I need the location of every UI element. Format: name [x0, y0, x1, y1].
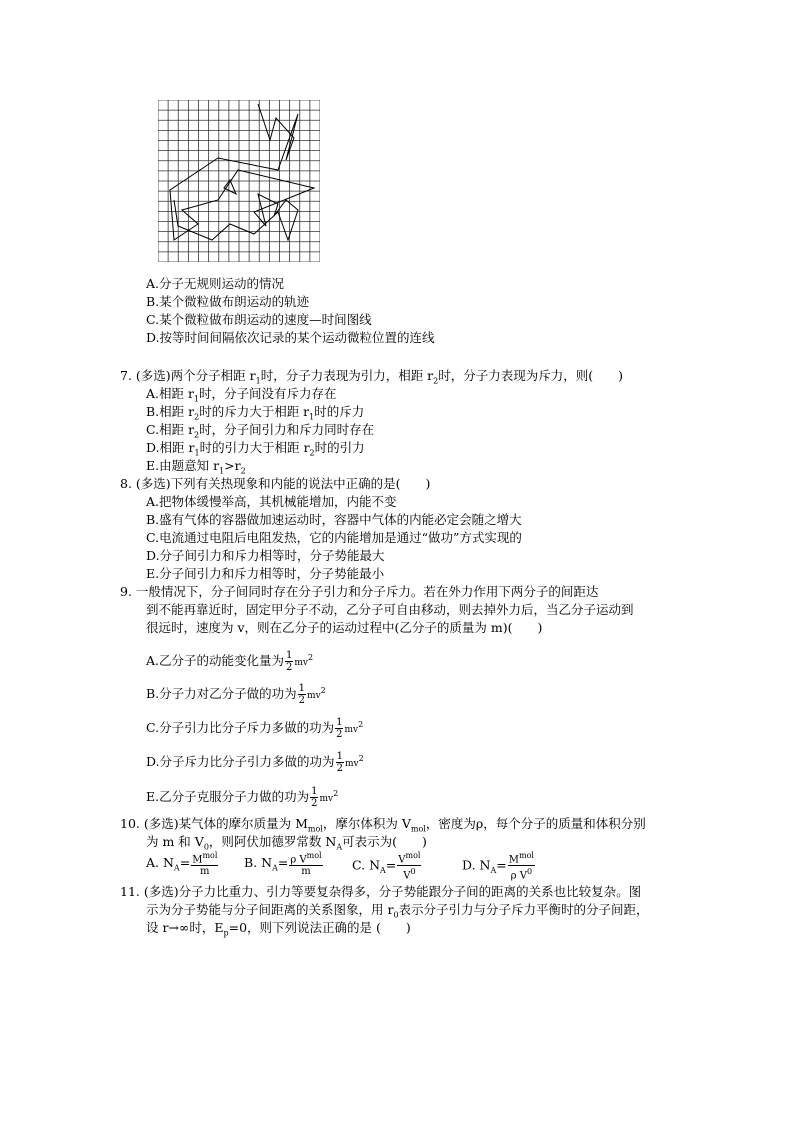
q9-stem-line1: 9. 一般情况下，分子间同时存在分子引力和分子斥力。若在外力作用下两分子的间距达	[120, 584, 599, 599]
q9-stem-line2: 到不能再靠近时，固定甲分子不动，乙分子可自由移动，则去掉外力后，当乙分子运动到	[146, 602, 634, 617]
q9-option-d: D.分子斥力比分子引力多做的功为 $\frac{1}{2}$ $mv^2$	[146, 751, 364, 775]
q10-option-a: A. $N_A=$ $\frac{M^{mol}}{m}$	[146, 851, 218, 878]
q9-option-a: A.乙分子的动能变化量为 $\frac{1}{2}$ $mv^2$	[146, 650, 314, 674]
q8-option-d: D.分子间引力和斥力相等时，分子势能最大	[146, 548, 385, 563]
q10-stem-line1: 10. (多选)某气体的摩尔质量为 $M_{mol}$，摩尔体积为 $V_{mol}$，密度为ρ，每个分子的质量和体积分别	[120, 816, 646, 834]
q7-option-e: E.由题意知 $r_1>r_2$	[146, 458, 246, 476]
q9-option-b: B.分子力对乙分子做的功为 $\frac{1}{2}$ $mv^2$	[146, 683, 326, 707]
q10-option-b: B. $N_A=$ $\frac{\rho V^{mol}}{m}$	[244, 851, 322, 878]
q8-option-c: C.电流通过电阻后电阻发热，它的内能增加是通过“做功”方式实现的	[146, 530, 522, 545]
q9-stem-line3: 很远时，速度为 v，则在乙分子的运动过程中(乙分子的质量为 m)( )	[146, 620, 543, 635]
q6-option-d: D.按等时间间隔依次记录的某个运动微粒位置的连线	[146, 330, 435, 345]
q8-option-b: B.盛有气体的容器做加速运动时，容器中气体的内能必定会随之增大	[146, 512, 522, 527]
q7-option-d: D.相距 $r_1$时的引力大于相距 $r_2$时的引力	[146, 440, 365, 458]
particle-trajectory-path	[170, 104, 314, 240]
q6-option-a: A.分子无规则运动的情况	[146, 276, 285, 291]
q10-option-c: C. $N_A=$ $\frac{V^{mol}}{V^0}$	[352, 851, 421, 882]
q10-option-d: D. $N_A=$ $\frac{M^{mol}}{\rho V^0}$	[462, 851, 534, 882]
q6-option-c: C.某个微粒做布朗运动的速度—时间图线	[146, 312, 372, 327]
q8-option-a: A.把物体缓慢举高，其机械能增加，内能不变	[146, 494, 397, 509]
q7-option-b: B.相距 $r_2$时的斥力大于相距 $r_1$时的斥力	[146, 404, 365, 422]
q7-stem: 7. (多选)两个分子相距 $r_1$时，分子力表现为引力，相距 $r_2$时，分子力表现为斥力，则( )	[120, 368, 624, 386]
q11-stem-line3: 设 r→∞时，$E_p=0$，则下列说法正确的是 ( )	[146, 920, 411, 938]
q11-stem-line1: 11. (多选)分子力比重力、引力等要复杂得多，分子势能跟分子间的距离的关系也比较复杂。图	[120, 884, 642, 899]
brownian-motion-grid-figure	[158, 100, 320, 262]
q9-option-c: C.分子引力比分子斥力多做的功为 $\frac{1}{2}$ $mv^2$	[146, 717, 364, 741]
q9-option-e: E.乙分子克服分子力做的功为 $\frac{1}{2}$ $mv^2$	[146, 786, 339, 810]
q8-stem: 8. (多选)下列有关热现象和内能的说法中正确的是( )	[120, 476, 431, 491]
q7-option-c: C.相距 $r_2$时，分子间引力和斥力同时存在	[146, 422, 375, 440]
q6-option-b: B.某个微粒做布朗运动的轨迹	[146, 294, 310, 309]
q7-option-a: A.相距 $r_1$时，分子间没有斥力存在	[146, 386, 337, 404]
q10-stem-line2: 为 m 和 $V_0$，则阿伏加德罗常数 $N_A$可表示为( )	[146, 834, 427, 852]
q11-stem-line2: 示为分子势能与分子间距离的关系图象，用 $r_0$表示分子引力与分子斥力平衡时的分子间距，	[146, 902, 649, 920]
q8-option-e: E.分子间引力和斥力相等时，分子势能最小	[146, 566, 385, 581]
